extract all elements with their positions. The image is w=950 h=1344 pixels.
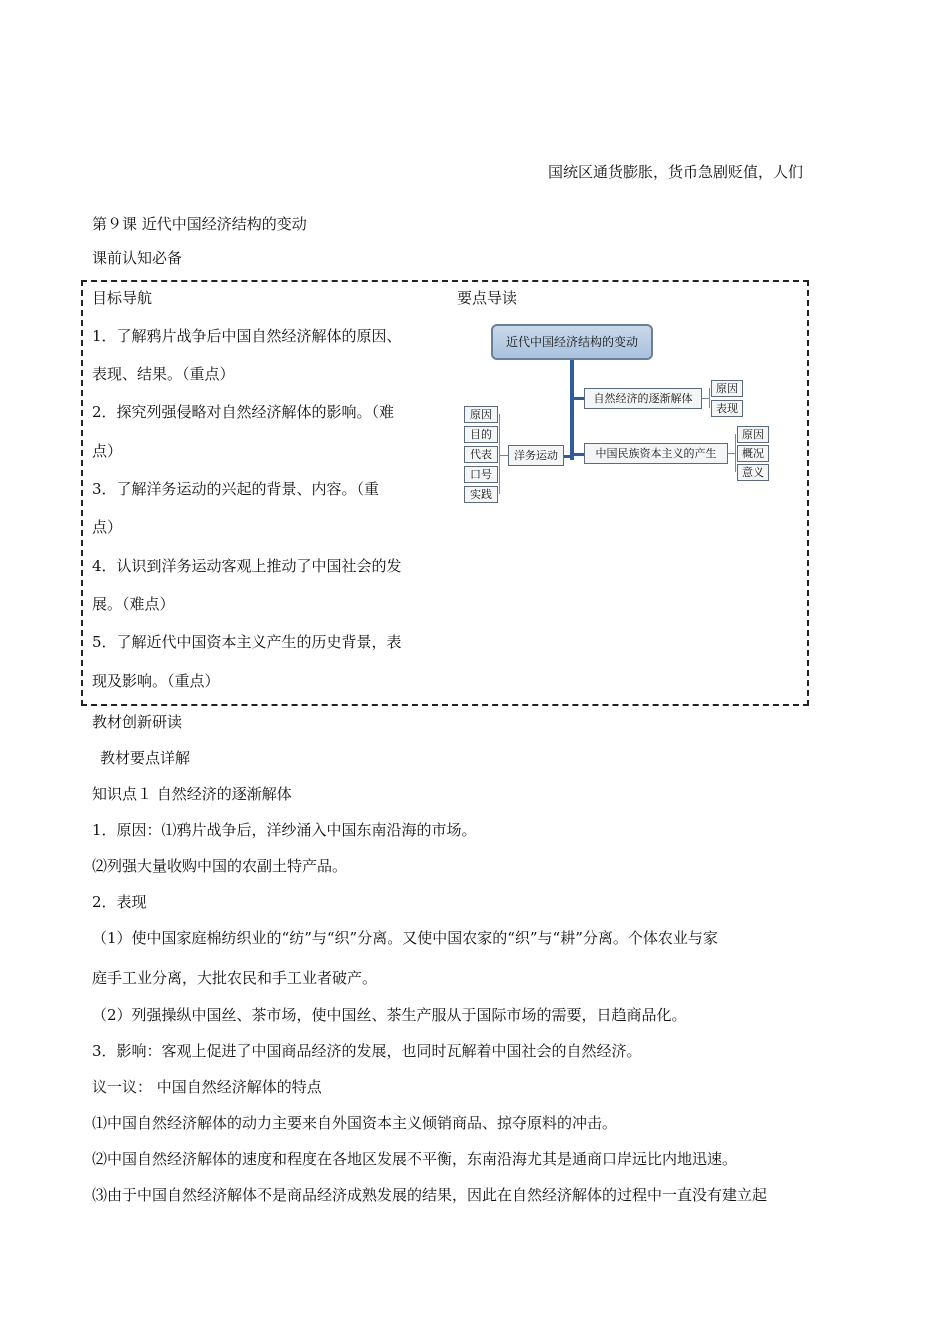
capital-leaf: 原因 [737,426,769,443]
goal-line: 4．认识到洋务运动客观上推动了中国社会的发 [92,557,402,575]
paragraph: （2）列强操纵中国丝、茶市场，使中国丝、茶生产服从于国际市场的需要，日趋商品化。 [92,1006,687,1024]
paragraph: （1）使中国家庭棉纺织业的“纺”与“织”分离。又使中国农家的“织”与“耕”分离。个体农业与家 [92,929,718,947]
mindmap-heading: 要点导读 [457,289,518,307]
branch-natural: 自然经济的逐渐解体 [584,388,702,409]
yangwu-leaf: 目的 [464,426,498,443]
yangwu-connector [564,455,574,458]
goal-line: 点） [92,442,123,460]
lesson-title: 第９课 近代中国经济结构的变动 [92,215,307,233]
yangwu-leaf: 口号 [464,466,498,483]
capital-connector [574,453,584,456]
section-title: 教材创新研读 [92,713,183,731]
prep-title: 课前认知必备 [92,249,183,267]
paragraph: 1．原因：⑴鸦片战争后，洋纱涌入中国东南沿海的市场。 [92,821,477,839]
paragraph: 2．表现 [92,893,147,911]
goal-line: 表现、结果。（重点） [92,365,235,383]
goal-line: 展。（难点） [92,595,175,613]
knowledge-point-title: 知识点１ 自然经济的逐渐解体 [92,785,292,803]
goal-line: 点） [92,518,123,536]
discussion-title: 议一议： 中国自然经济解体的特点 [92,1078,322,1096]
paragraph: ⑴中国自然经济解体的动力主要来自外国资本主义倾销商品、掠夺原料的冲击。 [92,1114,618,1132]
natural-connector [574,397,584,400]
trunk-line [570,360,574,460]
goal-line: 3．了解洋务运动的兴起的背景、内容。（重 [92,480,380,498]
paragraph: ⑶由于中国自然经济解体不是商品经济成熟发展的结果，因此在自然经济解体的过程中一直没有建立起 [92,1186,768,1204]
goal-line: 1．了解鸦片战争后中国自然经济解体的原因、 [92,327,402,345]
capital-leaf: 意义 [737,464,769,481]
capital-bracket-v [735,434,736,472]
yangwu-leaf: 代表 [464,446,498,463]
header-fragment: 国统区通货膨胀，货币急剧贬值，人们 [548,163,804,181]
yangwu-bracket [500,455,508,456]
paragraph: 庭手工业分离，大批农民和手工业者破产。 [92,969,378,987]
yangwu-leaf: 实践 [464,486,498,503]
goals-heading: 目标导航 [92,289,153,307]
natural-bracket-v [709,388,710,408]
paragraph: 3．影响：客观上促进了中国商品经济的发展，也同时瓦解着中国社会的自然经济。 [92,1042,642,1060]
branch-capital: 中国民族资本主义的产生 [584,443,728,464]
yangwu-bracket-v [499,414,500,494]
paragraph: ⑵中国自然经济解体的速度和程度在各地区发展不平衡，东南沿海尤其是通商口岸远比内地迅速。 [92,1150,738,1168]
capital-leaf: 概况 [737,445,769,462]
mindmap-root: 近代中国经济结构的变动 [491,324,653,360]
natural-leaf: 表现 [711,400,743,417]
goal-line: 2．探究列强侵略对自然经济解体的影响。（难 [92,403,395,421]
yangwu-leaf: 原因 [464,406,498,423]
natural-leaf: 原因 [711,380,743,397]
subsection-title: 教材要点详解 [100,749,191,767]
goal-line: 现及影响。（重点） [92,672,220,690]
goal-line: 5．了解近代中国资本主义产生的历史背景，表 [92,633,402,651]
paragraph: ⑵列强大量收购中国的农副土特产品。 [92,857,348,875]
branch-yangwu: 洋务运动 [508,445,564,466]
